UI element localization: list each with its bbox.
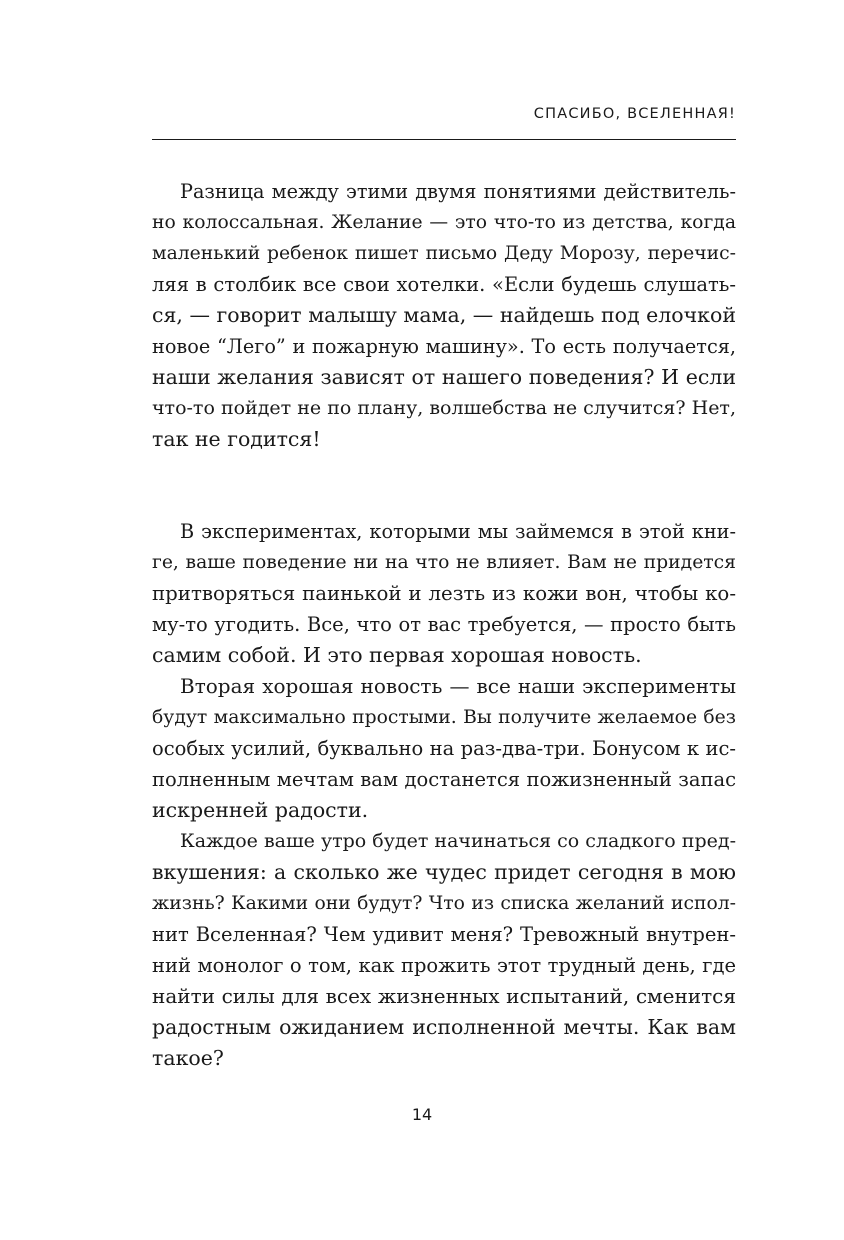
header-rule — [152, 139, 736, 140]
text-line: полненным мечтам вам достанется пожизненный запас — [152, 768, 736, 791]
page-number: 14 — [411, 1105, 433, 1124]
text-line: такое? — [152, 1046, 224, 1070]
text-line: ляя в столбик все свои хотелки. «Если будешь слушать- — [152, 273, 736, 296]
text-line: Каждое ваше утро будет начинаться со сладкого пред- — [180, 830, 736, 852]
text-line: маленький ребенок пишет письмо Деду Морозу, перечис- — [152, 243, 736, 264]
text-line: вкушения: а сколько же чудес придет сегодня в мою — [152, 860, 736, 884]
text-line: найти силы для всех жизненных испытаний, сменится — [152, 984, 736, 1008]
text-line: что-то пойдет не по плану, волшебства не случится? Нет, — [152, 397, 736, 419]
text-line: му-то угодить. Все, что от вас требуется, — просто быть — [152, 613, 736, 636]
text-line: но колоссальная. Желание — это что-то из детства, когда — [152, 212, 736, 233]
text-line: ний монолог о том, как прожить этот трудный день, где — [152, 954, 736, 977]
text-line: ся, — говорит малышу мама, — найдешь под елочкой — [152, 303, 736, 327]
text-line: Разница между этими двумя понятиями действитель- — [180, 180, 736, 203]
text-line: новое “Лего” и пожарную машину». То есть получается, — [152, 335, 736, 358]
text-line: искренней радости. — [152, 798, 369, 822]
text-line: притворяться паинькой и лезть из кожи вон, чтобы ко- — [152, 582, 736, 605]
text-line: будут максимально простыми. Вы получите желаемое без — [152, 707, 736, 728]
text-line: В экспериментах, которыми мы займемся в этой кни- — [180, 520, 736, 543]
text-line: жизнь? Какими они будут? Что из списка желаний испол- — [152, 893, 736, 914]
paragraph-2 — [152, 516, 736, 671]
text-line: так не годится! — [152, 427, 321, 451]
text-line: особых усилий, буквально на раз-два-три. Бонусом к ис- — [152, 737, 736, 760]
paragraphs-3-4 — [152, 671, 736, 1074]
text-line: радостным ожиданием исполненной мечты. Как вам — [152, 1015, 736, 1039]
text-line: Вторая хорошая новость — все наши эксперименты — [180, 674, 736, 698]
text-line: наши желания зависят от нашего поведения? И если — [152, 365, 736, 389]
paragraph-1 — [152, 176, 736, 455]
text-line: ге, ваше поведение ни на что не влияет. Вам не придется — [152, 552, 736, 573]
text-line: самим собой. И это первая хорошая новость. — [152, 643, 642, 667]
running-header: СПАСИБО, ВСЕЛЕННАЯ! — [533, 106, 736, 122]
text-line: нит Вселенная? Чем удивит меня? Тревожный внутрен- — [152, 923, 736, 946]
